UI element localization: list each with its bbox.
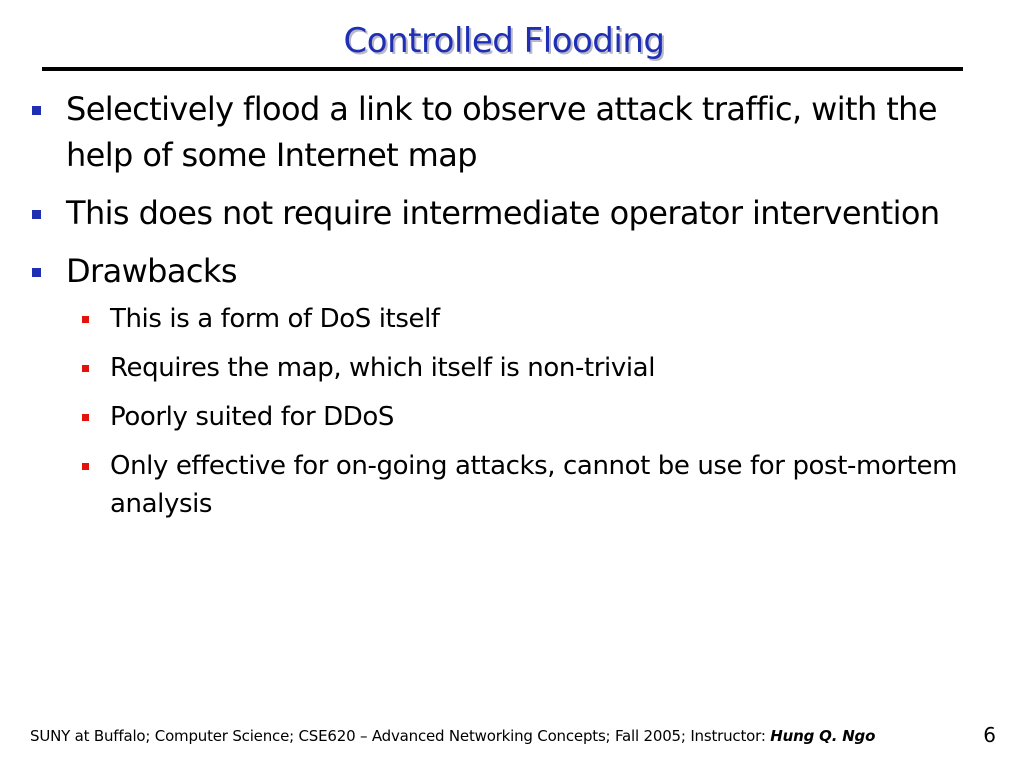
square-bullet-icon [82, 365, 89, 372]
square-bullet-icon [82, 463, 89, 470]
sub-bullet-item [30, 349, 1000, 387]
square-bullet-icon [32, 210, 41, 219]
sub-bullet-text: This is a form of DoS itself [110, 304, 440, 334]
sub-bullet-text: Poorly suited for DDoS [110, 402, 395, 432]
bullet-text: This does not require intermediate operator intervention [66, 194, 940, 232]
square-bullet-icon [82, 414, 89, 421]
bullet-item-drawbacks [30, 248, 1000, 294]
slide-content [30, 86, 1000, 534]
slide-title: Controlled Flooding [343, 21, 665, 61]
bullet-text: Selectively flood a link to observe attack traffic, with the help of some Internet map [66, 90, 937, 174]
sub-bullet-item [30, 398, 1000, 436]
sub-bullet-text: Only effective for on-going attacks, cannot be use for post-mortem analysis [110, 451, 958, 519]
footer-course-text: SUNY at Buffalo; Computer Science; CSE620 – Advanced Networking Concepts; Fall 2005; Instructor: [30, 727, 771, 745]
slide-footer [30, 725, 875, 747]
footer-instructor: Hung Q. Ngo [770, 727, 876, 745]
bullet-item [30, 190, 1000, 236]
bullet-item [30, 86, 1000, 178]
square-bullet-icon [32, 106, 41, 115]
square-bullet-icon [32, 268, 41, 277]
square-bullet-icon [82, 316, 89, 323]
sub-bullet-text: Requires the map, which itself is non-trivial [110, 353, 656, 383]
page-number: 6 [983, 723, 996, 747]
title-divider [42, 67, 963, 71]
sub-bullet-item [30, 447, 1000, 523]
bullet-text: Drawbacks [66, 252, 237, 290]
sub-bullet-item [30, 300, 1000, 338]
